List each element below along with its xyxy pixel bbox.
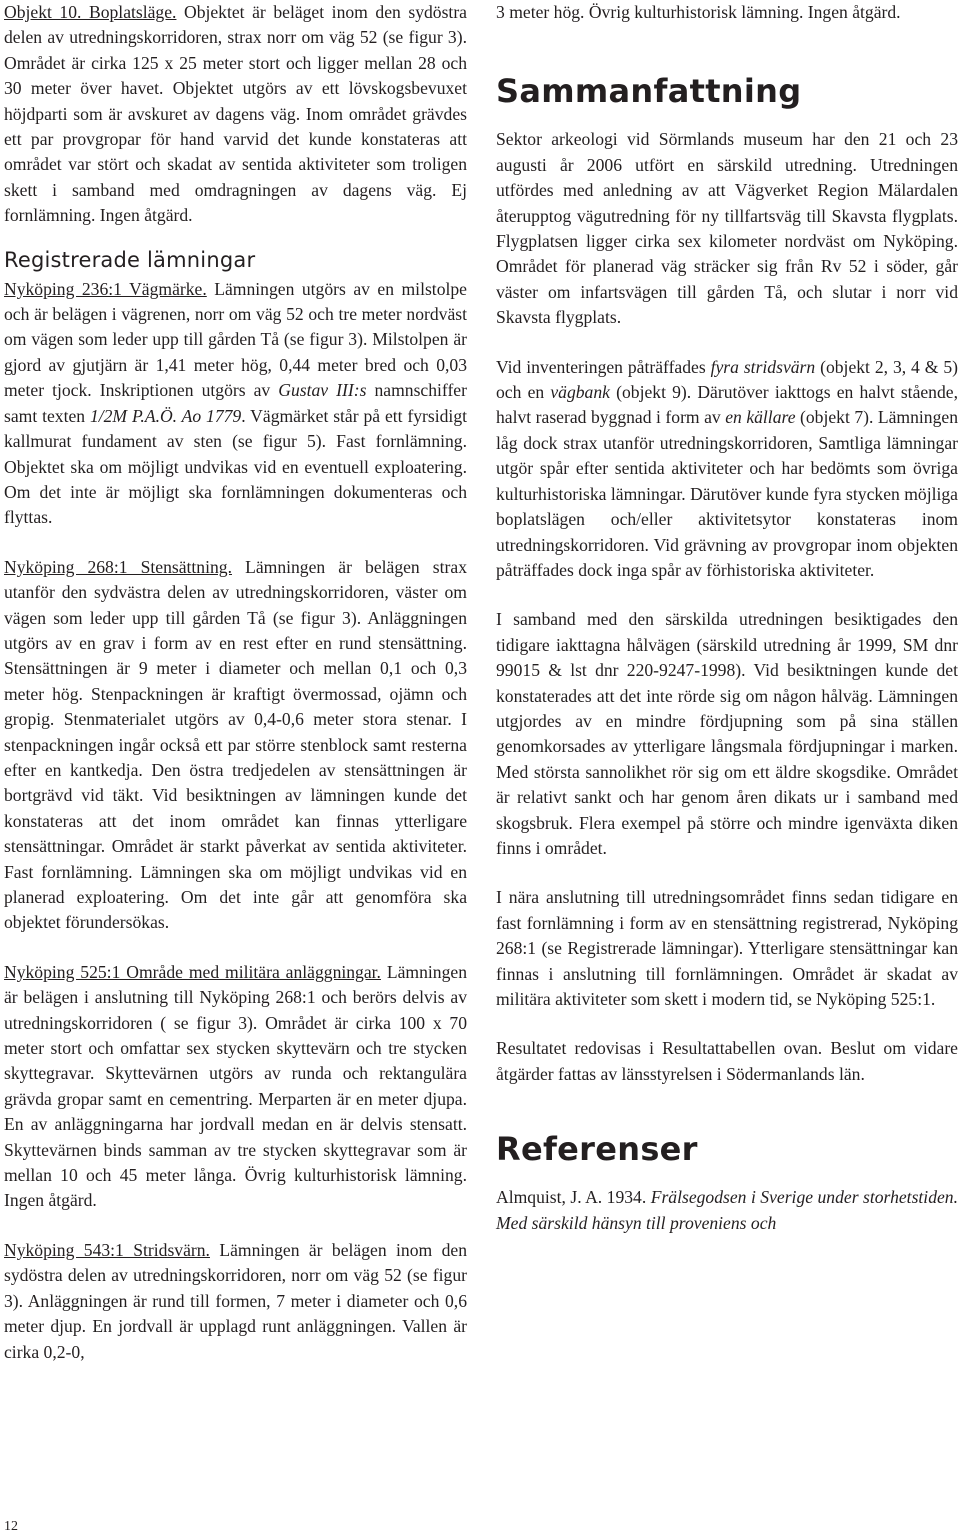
objekt-10-paragraph [4, 0, 467, 229]
summary-p2-italic-3: en källare [725, 407, 796, 428]
entry-236-lead: Nyköping 236:1 Vägmärke. [4, 278, 207, 299]
entry-236-paragraph [4, 277, 467, 531]
references-heading: Referenser [496, 1130, 698, 1169]
objekt-10-text: Objektet är beläget inom den sydöstra delen av utredningskorridoren, strax norr om väg 52 (se figur 3). Området är cirka 125 x 25 meter stort och ligger mellan 28 och 30 meter över havet. Objektet utgörs av ett lövskogsbevuxet höjdparti som är avskuret av dagens väg. Inom området grävdes ett par provgropar för hand varvid det kunde konstateras att området var stört och skadat av sentida aktiviteter som troligen skett i samband med omdragningen av dagens väg. Ej fornlämning. Ingen åtgärd. [4, 2, 467, 226]
entry-543-text: Lämningen är belägen inom den sydöstra delen av utredningskorridoren, norr om väg 52 (se figur 3). Anläggningen är rund till formen, 7 meter i diameter och 0,6 meter djup. En jordvall är upplagd runt anläggningen. Vallen är cirka 0,2-0, [4, 1239, 467, 1362]
summary-paragraph-4: I nära anslutning till utredningsområdet finns sedan tidigare en fast fornlämning i form av en stensättning registrerad, Nyköping 268:1 (se Registrerade lämningar). Ytterligare stensättningar kan finnas i anslutning till fornlämningen. Området är skadat av militära aktiviteter som skett i modern tid, se Nyköping 525:1. [496, 887, 958, 1009]
left-column [4, 0, 467, 1365]
page-number: 12 [4, 1519, 18, 1534]
entry-268-text: Lämningen är belägen strax utanför den sydvästra delen av utredningskorridoren, väster om vägen som leder upp till gården Tå (se figur 3). Anläggningen utgörs av en grav i form av en rest efter en rund stensättning. Stensättningen är 9 meter i diameter och mellan 0,1 och 0,3 meter hög. Stenpackningen är kraftigt övermossad, ojämn och gropig. Stenmaterialet utgörs av 0,4-0,6 meter stora stenar. I stenpackningen ingår också ett par större stenblock samt resterna efter en kantkedja. Den östra tredjedelen av stensättningen är bortgrävd vid täkt. Vid besiktningen av lämningen kunde det konstateras att det inom området kan finnas ytterligare stensättningar. Området är starkt påverkat av sentida aktiviteter. Fast fornlämning. Lämningen ska om möjligt undvikas vid en planerad exploatering. Om det inte går att genomföra ska objektet förundersökas. [4, 556, 468, 933]
entry-236-italic-inscription: 1/2M P.A.Ö. Ao 1779 [89, 405, 242, 426]
entry-543-paragraph [4, 1238, 467, 1365]
entry-525-paragraph [4, 960, 467, 1214]
entry-236-text: Lämningen utgörs av en milstolpe och är belägen i vägrenen, norr om väg 52 och tre meter nordväst om vägen som leder upp till gården Tå (se figur 3). Milstolpen är gjord av gjutjärn är 1,41 meter hög, 0,44 meter bred och 0,03 meter tjock. Inskriptionen utgörs av [4, 278, 467, 401]
registered-remains-heading: Registrerade lämningar [4, 247, 256, 272]
summary-p2-text-3: (objekt 9). Därutöver iakttogs en halvt stående, halvt raserad byggnad i form av [496, 382, 958, 428]
right-column [496, 0, 958, 1236]
summary-p2-text-2: (objekt 2, 3, 4 & 5) och en [496, 356, 958, 403]
summary-paragraph-5: Resultatet redovisas i Resultattabellen ovan. Beslut om vidare åtgärder fattas av länsstyrelsen i Södermanlands län. [496, 1038, 958, 1084]
entry-268-paragraph [4, 555, 467, 936]
summary-paragraph-2 [496, 355, 958, 584]
continuation-paragraph: 3 meter hög. Övrig kulturhistorisk lämning. Ingen åtgärd. [496, 2, 901, 22]
summary-p2-italic-2: vägbank [550, 382, 610, 403]
entry-543-lead: Nyköping 543:1 Stridsvärn. [4, 1239, 210, 1260]
reference-author: Almquist, J. A. 1934. [496, 1187, 651, 1208]
summary-p2-italic-1: fyra stridsvärn [710, 356, 816, 377]
summary-paragraph-3: I samband med den särskilda utredningen besiktigades den tidigare iakttagna hålvägen (särskild utredning år 1999, SM dnr 99015 & lst dnr 220-9247-1998). Vid besiktningen kunde det konstaterades att det inte rörde sig om någon hålväg. Lämningen utgjordes av en mindre fördjupning som på sina ställen genomkorsades av ytterligare långsmala fördjupningar i marken. Med största sannolikhet rör sig om ett äldre skogsdike. Området är relativt sankt och har genom åren dikats ur i samband med skogsbruk. Flera exempel på större och mindre igenväxta diken finns i området. [496, 609, 958, 858]
summary-paragraph-1: Sektor arkeologi vid Sörmlands museum har den 21 och 23 augusti år 2006 utfört en särskild utredning. Utredningen utfördes med anledning av att Vägverket Region Mälardalen återupptog vägutredning för ny tillfartsväg till Skavsta flygplats. Flygplatsen ligger cirka sex kilometer nordväst om Nyköping. Området för planerad väg sträcker sig från Rv 52 i söder, går väster om infartsvägen till gården Tå, och slutar i norr vid Skavsta flygplats. [496, 129, 958, 328]
entry-525-lead: Nyköping 525:1 Område med militära anläggningar. [4, 961, 381, 982]
entry-236-text-2: namnschiffer samt texten [4, 380, 467, 426]
entry-236-italic-name: Gustav III:s [278, 380, 367, 401]
summary-heading: Sammanfattning [496, 72, 802, 111]
summary-p2-text-1: Vid inventeringen påträffades [496, 356, 711, 377]
objekt-10-lead: Objekt 10. Boplatsläge. [4, 2, 177, 22]
entry-525-text: Lämningen är belägen i anslutning till Nyköping 268:1 och berörs delvis av utredningskorridoren ( se figur 3). Området är cirka 100 x 70 meter stort och omfattar sex stycken skyttevärn och tre stycken skyttegravar. Skyttevärnen utgörs av runda och rektangulära grävda gropar samt en cementring. Merparten är en meter djupa. En av anläggningarna har jordvall medan en är delvis stensatt. Skyttevärnen binds samman av tre stycken skyttegravar som är mellan 10 och 45 meter långa. Övrig kulturhistorisk lämning. Ingen åtgärd. [4, 961, 467, 1211]
reference-entry [496, 1185, 958, 1236]
reference-title: Frälsegodsen i Sverige under storhetstiden. Med särskild hänsyn till proveniens och [496, 1187, 958, 1233]
summary-p2-text-4: (objekt 7). Lämningen låg dock strax utanför utredningskorridoren, Samtliga lämningar utgör spår efter sentida aktiviteter och har bedömts som övriga kulturhistoriska lämningar. Därutöver kunde fyra stycken möjliga boplatslägen och/eller aktivitetsytor konstateras inom utredningskorridoren. Vid grävning av provgropar inom objekten påträffades dock inga spår av förhistoriska aktiviteter. [496, 407, 958, 580]
entry-236-text-3: . Vägmärket står på ett fyrsidigt kallmurat fundament av sten (se figur 5). Fast fornlämning. Objektet ska om möjligt undvikas vid en eventuell exploatering. Om det inte är möjligt ska fornlämningen dokumenteras och flyttas. [4, 405, 468, 528]
entry-268-lead: Nyköping 268:1 Stensättning. [4, 556, 232, 577]
